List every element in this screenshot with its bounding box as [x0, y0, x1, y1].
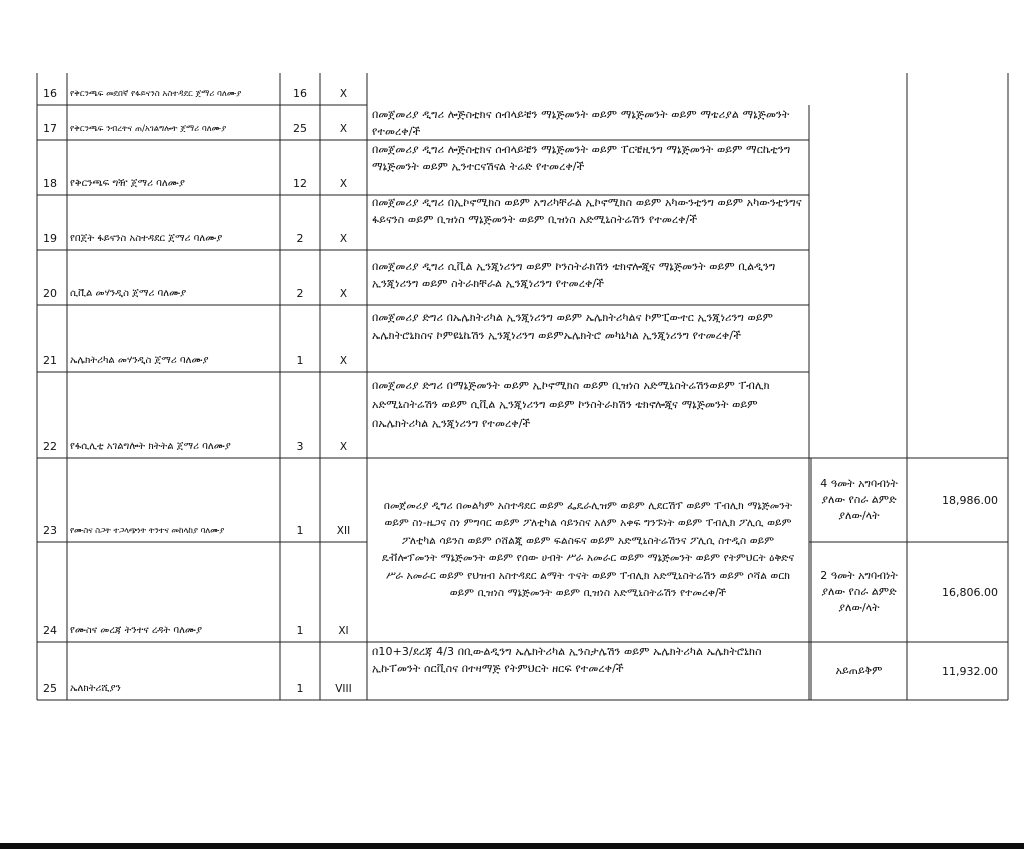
- row-19-grade: X: [339, 233, 348, 245]
- row-20-title: ሲቪል መሃንዲስ ጀማሪ ባለሙያ: [70, 288, 187, 299]
- row-16-grade: X: [339, 88, 348, 100]
- row-23-salary: 18,986.00: [942, 493, 998, 507]
- row-19-quantity: 2: [296, 232, 304, 245]
- row-24-grade: XI: [338, 625, 349, 637]
- row-23-number: 23: [43, 524, 57, 537]
- row-21-number: 21: [43, 354, 57, 367]
- row-22-requirement: በመጀመሪያ ድግሪ በማኔጅመንት ወይም ኢኮኖሚክስ ወይም ቢዝነስ አድሚኒስትሬሽንወይም ፐብሊክ አድሚኒስትሬሽን ወይም ሲቪል ኢንጂነሪንግ ወይም ኮንስትራክሽን ቴክኖሎጂና ማኔጅመንት ወይም በኤሌክትሪካል ኢንጂነሪንግ የተመረቀ/ች: [372, 379, 770, 430]
- row-19-number: 19: [43, 232, 57, 245]
- row-24-salary: 16,806.00: [942, 585, 998, 599]
- row-25-requirement: በ10+3/ደረጃ 4/3 በቢውልዲንግ ኤሌክትሪካል ኢንስታሌሽን ወይም ኤሌክትሪካል ኤሌክትሮኒክስ ኢኩፐመንት ሰርቪስና በተዛማጅ የትምህርት ዘርፍ የተመረቀ/ች: [372, 645, 762, 675]
- row-22-quantity: 3: [296, 440, 304, 453]
- row-25-salary: 11,932.00: [942, 664, 998, 678]
- row-16-quantity: 16: [293, 87, 307, 100]
- row-23-grade: XII: [336, 525, 351, 537]
- row-20-number: 20: [43, 287, 57, 300]
- row-24-title: የሙስና መረጃ ትንተና ረዳት ባለሙያ: [70, 625, 203, 636]
- row-18-title: የቅርንጫፍ ግዥ ጀማሪ ባለሙያ: [70, 178, 185, 189]
- row-17-quantity: 25: [293, 122, 307, 135]
- row-25-grade: VIII: [335, 683, 352, 695]
- row-23-title: የሙስና ስጋት ተጋላጭነት ትንተና መከላከያ ባለሙያ: [70, 525, 225, 535]
- row-21-quantity: 1: [296, 354, 304, 367]
- row-20-quantity: 2: [296, 287, 304, 300]
- row-16-title: የቅርንጫፍ መደበኛ የፋይናንስ አስተዳደር ጀማሪ ባለሙያ: [70, 89, 242, 99]
- row-17-grade: X: [339, 123, 348, 135]
- row-17-requirement: በመጀመሪያ ዲግሪ ሎጅስቲክና ሰብላይቼን ማኔጅመንት ወይም ማኔጅመንት ወይም ማቴሪያል ማኔጅመንት የተመረቀ/ች: [372, 108, 790, 138]
- row-23-quantity: 1: [296, 524, 304, 537]
- row-24-quantity: 1: [296, 624, 304, 637]
- row-18-quantity: 12: [293, 177, 307, 190]
- row-20-requirement: በመጀመሪያ ዲግሪ ሲቪል ኢንጂነሪንግ ወይም ኮንስትራክሽን ቴክኖሎጂና ማኔጅመንት ወይም ቢልዲንግ ኢንጂነሪንግ ወይም ስትራክቸራል ኢንጂነሪንግ የተመረቀ/ች: [372, 260, 776, 290]
- row-18-grade: X: [339, 178, 348, 190]
- row-19-title: የበጀት ፋይናንስ አስተዳደር ጀማሪ ባለሙያ: [70, 233, 223, 244]
- row-21-title: ኤሌክትሪካል መሃንዲስ ጀማሪ ባለሙያ: [70, 355, 209, 366]
- row-21-requirement: በመጀመሪያ ድግሪ በኤሌክትሪካል ኢንጂነሪንግ ወይም ኤሌክትሪካልና ኮምፒውተር ኢንጂነሪንግ ወይም ኤሌክትሮኒክስና ኮምዩኒኬሽን ኢንጂነሪንግ ወይምኤሌክትሮ መካኒካል ኢንጂነሪንግ የተመረቀ/ች: [372, 311, 774, 342]
- row-18-number: 18: [43, 177, 57, 190]
- row-22-grade: X: [339, 441, 348, 453]
- row-24-number: 24: [43, 624, 57, 637]
- row-21-grade: X: [339, 355, 348, 367]
- bottom-edge-bar: [0, 843, 1024, 849]
- rows-23-24-requirement: በመጀመሪያ ዲግሪ በመልካም አስተዳደር ወይም ፌዴራሊዝም ወይም ሊደርሽፕ ወይም ፐብሊክ ማኔጅመንት ወይም ስነ-ዜጋና ስነ ምግባር ወይም ፖለቲካል ሳይንስና አለም አቀፍ ግንኙነት ወይም ፐብሊክ ፖሊሲ ወይም ፖለቲካል ሳይንስ ወይም ሶሸልጂ ወይም ፍልስፍና ወይም አድሚኒስትሬሽንና ፖሊሲ ስተዲስ ወይም ዴቭሎፕመንት ማኔጅመንት ወይም የሰው ሀብት ሥራ አመራር ወይም ማኔጅመንት ወይም የትምህርት ዕቅድና ሥራ አመራር ወይም የህዝብ አስተዳደር ልማት ጥናት ወይም ፐብሊክ አድሚኒስትሬሽን ወይም ሶሻል ወርክ ወይም ቢዝነስ ማኔጅመንት ወይም ቢዝነስ አድሚኒስትሬሽን የተመረቀ/ች: [381, 499, 795, 599]
- row-20-grade: X: [339, 288, 348, 300]
- row-23-experience: 4 ዓመት አግባብነት ያለው የስራ ልምድ ያለው/ላት: [820, 477, 898, 522]
- row-19-requirement: በመጀመሪያ ዲግሪ በኢኮኖሚክስ ወይም አግሪካቸራል ኢኮኖሚክስ ወይም አካውንቲንግ ወይም አካውንቲንግና ፋይናንስ ወይም ቢዝነስ ማኔጅመንት ወይም ቢዝነስ አድሚኒስትሬሽን የተመረቀ/ች: [372, 196, 802, 226]
- row-22-number: 22: [43, 440, 57, 453]
- row-25-title: ኤለክትሪሺያን: [70, 683, 121, 694]
- row-16-number: 16: [43, 87, 57, 100]
- row-17-number: 17: [43, 122, 57, 135]
- row-25-experience: አይጠይቅም: [835, 664, 883, 677]
- row-25-quantity: 1: [296, 682, 304, 695]
- row-25-number: 25: [43, 682, 57, 695]
- row-24-experience: 2 ዓመት አግባብነት ያለው የስራ ልምድ ያለው/ላት: [820, 569, 898, 614]
- row-17-title: የቅርንጫፍ ንብረትና ጠ/አገልግሎት ጀማሪ ባለሙያ: [70, 124, 227, 134]
- row-22-title: የፋሲሊቲ አገልግሎት ክትትል ጀማሪ ባለሙያ: [70, 441, 231, 452]
- row-18-requirement: በመጀመሪያ ዲግሪ ሎጅስቲክና ሰብላይቼን ማኔጅመንት ወይም ፐርቼዚንግ ማኔጅመንት ወይም ማርኬቲንግ ማኔጅመንት ወይም ኢንተርናሽናል ትሬድ የተመረቀ/ች: [372, 143, 791, 173]
